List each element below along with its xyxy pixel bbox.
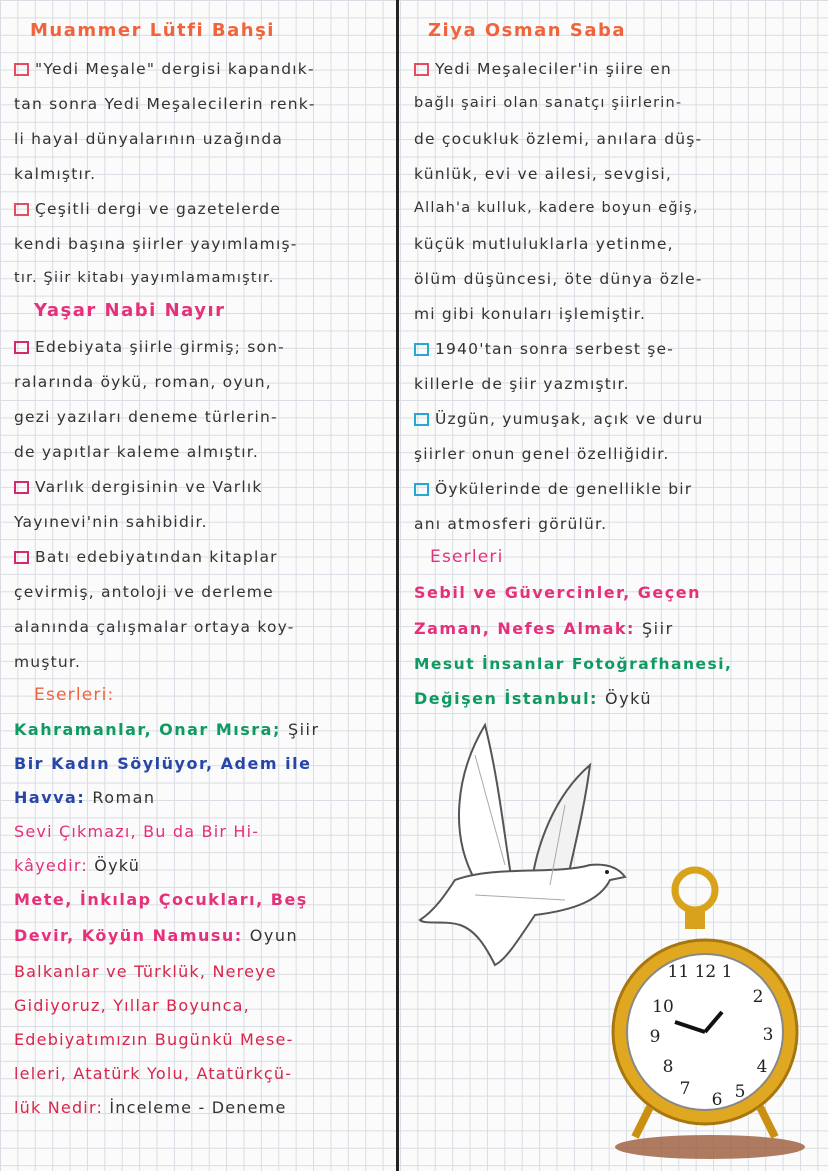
text-line: mi gibi konuları işlemiştir. (414, 305, 647, 323)
text-line: Varlık dergisinin ve Varlık (35, 478, 263, 496)
work-title: Devir, Köyün Namusu: (14, 926, 243, 945)
text-line: de yapıtlar kaleme almıştır. (14, 443, 260, 461)
bullet-icon (414, 413, 429, 426)
text-line: kendi başına şiirler yayımlamış- (14, 235, 298, 253)
genre-label: Şiir (287, 720, 320, 739)
svg-text:9: 9 (649, 1027, 661, 1047)
bullet-icon (14, 551, 29, 564)
bullet-icon (414, 483, 429, 496)
work-title: Edebiyatımızın Bugünkü Mese- (14, 1030, 294, 1049)
text-line: şiirler onun genel özelliğidir. (414, 445, 670, 463)
genre-label: Oyun (249, 926, 299, 945)
text-line: tır. Şiir kitabı yayımlamamıştır. (14, 270, 275, 286)
work-title: Sebil ve Güvercinler, Geçen (414, 583, 702, 602)
bullet-icon (414, 63, 429, 76)
alarm-clock-illustration (600, 862, 820, 1162)
works-heading: Eserleri (430, 547, 504, 567)
genre-label: Öykü (94, 856, 141, 875)
bullet-icon (14, 63, 29, 76)
text-line: Çeşitli dergi ve gazetelerde (35, 200, 282, 218)
svg-text:8: 8 (662, 1057, 674, 1077)
text-line: Edebiyata şiirle girmiş; son- (35, 338, 285, 356)
text-line: Yayınevi'nin sahibidir. (14, 513, 208, 531)
text-line: küçük mutluluklarla yetinme, (414, 235, 674, 253)
text-line: Yedi Meşaleciler'in şiire en (435, 60, 672, 78)
text-line: Öykülerinde de genellikle bir (435, 480, 693, 498)
heading-muammer: Muammer Lütfi Bahşi (30, 20, 275, 41)
heading-ziya: Ziya Osman Saba (428, 20, 627, 41)
text-line: tan sonra Yedi Meşalecilerin renk- (14, 95, 316, 113)
work-title: lük Nedir: (14, 1098, 104, 1117)
svg-text:3: 3 (762, 1025, 774, 1045)
work-title: Değişen İstanbul: (414, 689, 598, 708)
genre-label: İnceleme - Deneme (109, 1098, 287, 1117)
work-title: Havva: (14, 788, 86, 807)
bullet-icon (14, 481, 29, 494)
svg-text:4: 4 (756, 1057, 768, 1077)
genre-label: Roman (92, 788, 156, 807)
work-title: Bir Kadın Söylüyor, Adem ile (14, 754, 312, 773)
text-line: "Yedi Meşale" dergisi kapandık- (35, 60, 315, 78)
heading-yasar: Yaşar Nabi Nayır (34, 300, 226, 321)
svg-text:6: 6 (711, 1090, 723, 1110)
text-line: 1940'tan sonra serbest şe- (435, 340, 675, 358)
work-title: Gidiyoruz, Yıllar Boyunca, (14, 996, 250, 1015)
work-title: Sevi Çıkmazı, Bu da Bir Hi- (14, 822, 260, 841)
svg-text:11 12 1: 11 12 1 (667, 962, 733, 982)
text-line: li hayal dünyalarının uzağında (14, 130, 284, 148)
text-line: Batı edebiyatından kitaplar (35, 548, 278, 566)
work-title: Balkanlar ve Türklük, Nereye (14, 962, 277, 981)
bullet-icon (14, 203, 29, 216)
text-line: künlük, evi ve ailesi, sevgisi, (414, 165, 673, 183)
text-line: killerle de şiir yazmıştır. (414, 375, 630, 393)
work-title: Kahramanlar, Onar Mısra; (14, 720, 281, 739)
work-title: kâyedir: (14, 856, 88, 875)
genre-label: Şiir (642, 619, 674, 638)
text-line: Üzgün, yumuşak, açık ve duru (435, 410, 704, 428)
text-line: muştur. (14, 653, 82, 671)
works-heading: Eserleri: (34, 685, 115, 705)
text-line: gezi yazıları deneme türlerin- (14, 408, 278, 426)
text-line: ölüm düşüncesi, öte dünya özle- (414, 270, 703, 288)
svg-text:5: 5 (734, 1082, 746, 1102)
svg-text:2: 2 (752, 987, 764, 1007)
text-line: alanında çalışmalar ortaya koy- (14, 618, 295, 636)
work-title: leleri, Atatürk Yolu, Atatürkçü- (14, 1064, 293, 1083)
svg-text:7: 7 (679, 1079, 691, 1099)
text-line: kalmıştır. (14, 165, 97, 183)
column-divider (396, 0, 399, 1171)
bullet-icon (414, 343, 429, 356)
text-line: bağlı şairi olan sanatçı şiirlerin- (414, 95, 683, 111)
svg-text:10: 10 (652, 997, 674, 1017)
text-line: çevirmiş, antoloji ve derleme (14, 583, 274, 601)
bullet-icon (14, 341, 29, 354)
genre-label: Öykü (605, 689, 653, 708)
text-line: Allah'a kulluk, kadere boyun eğiş, (414, 200, 699, 216)
text-line: ralarında öykü, roman, oyun, (14, 373, 272, 391)
text-line: de çocukluk özlemi, anılara düş- (414, 130, 703, 148)
work-title: Mesut İnsanlar Fotoğrafhanesi, (414, 655, 733, 673)
work-title: Mete, İnkılap Çocukları, Beş (14, 890, 308, 909)
text-line: anı atmosferi görülür. (414, 515, 608, 533)
work-title: Zaman, Nefes Almak: (414, 619, 635, 638)
